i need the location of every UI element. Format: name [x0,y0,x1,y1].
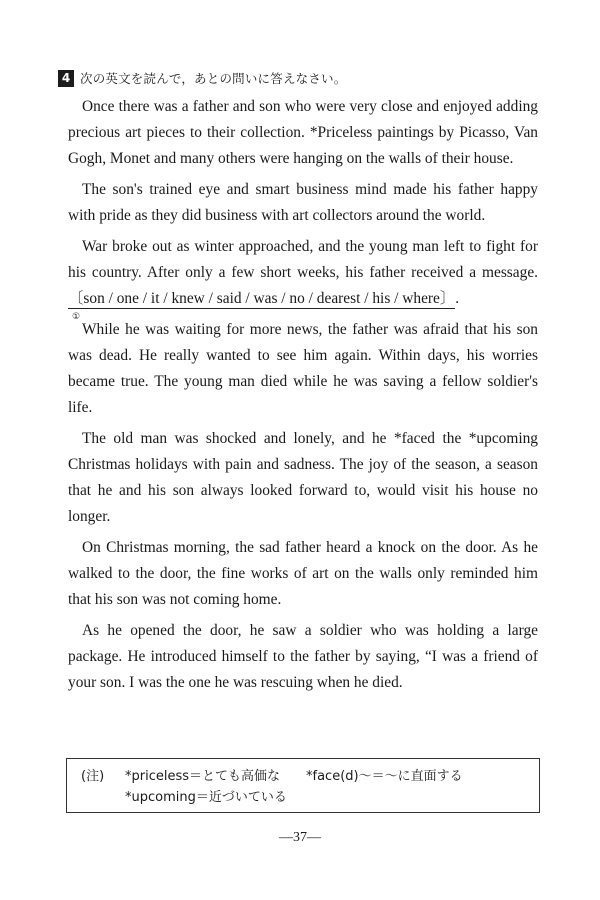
note-upcoming: *upcoming＝近づいている [125,790,287,805]
paragraph-5: The old man was shocked and lonely, and he *faced the *upcoming Christmas holidays with pain and sadness. The joy of the season, a season that he and his son always looked forward to, would visit his house no longer. [68,430,538,525]
paragraph-6: On Christmas morning, the sad father heard a knock on the door. As he walked to the door, the fine works of art on the walls only reminded him that his son was not coming home. [68,539,538,608]
paragraph-3-text: War broke out as winter approached, and the young man left to fight for his country. After only a few short weeks, his father received a message. [68,238,538,281]
paragraph-3 [68,234,538,322]
question-header [58,68,346,88]
paragraph-3-period: . [455,290,460,307]
question-instruction: 次の英文を読んで，あとの問いに答えなさい。 [80,71,347,86]
passage [68,94,538,701]
question-1-words: 〔son / one / it / knew / said / was / no / dearest / his / where〕 [68,290,456,307]
notes-label: (注) [81,769,105,784]
note-priceless: *priceless＝とても高価な [125,769,281,784]
question-1-scramble [68,286,456,322]
paragraph-1: Once there was a father and son who were very close and enjoyed adding precious art pieces to their collection. *Priceless paintings by Picasso, Van Gogh, Monet and many others were hanging on the walls of their house. [68,98,538,167]
paragraph-2: The son's trained eye and smart business mind made his father happy with pride as they did business with art collectors around the world. [68,181,538,224]
question-1-marker: ① [72,312,81,322]
paragraph-7: As he opened the door, he saw a soldier who was holding a large package. He introduced himself to the father by saying, “I was a friend of your son. I was the one he was rescuing when he died. [68,622,538,691]
page-number: —37— [279,830,321,845]
question-1-underline [68,308,455,309]
paragraph-4: While he was waiting for more news, the father was afraid that his son was dead. He really wanted to see him again. Within days, his worries became true. The young man died while he was saving a fellow soldier's life. [68,321,538,416]
notes-line-2 [81,787,539,808]
notes-line-1 [81,766,539,787]
question-number-badge: 4 [58,70,74,87]
note-faced: *face(d)～＝～に直面する [306,769,463,784]
vocabulary-notes-box [66,758,540,813]
